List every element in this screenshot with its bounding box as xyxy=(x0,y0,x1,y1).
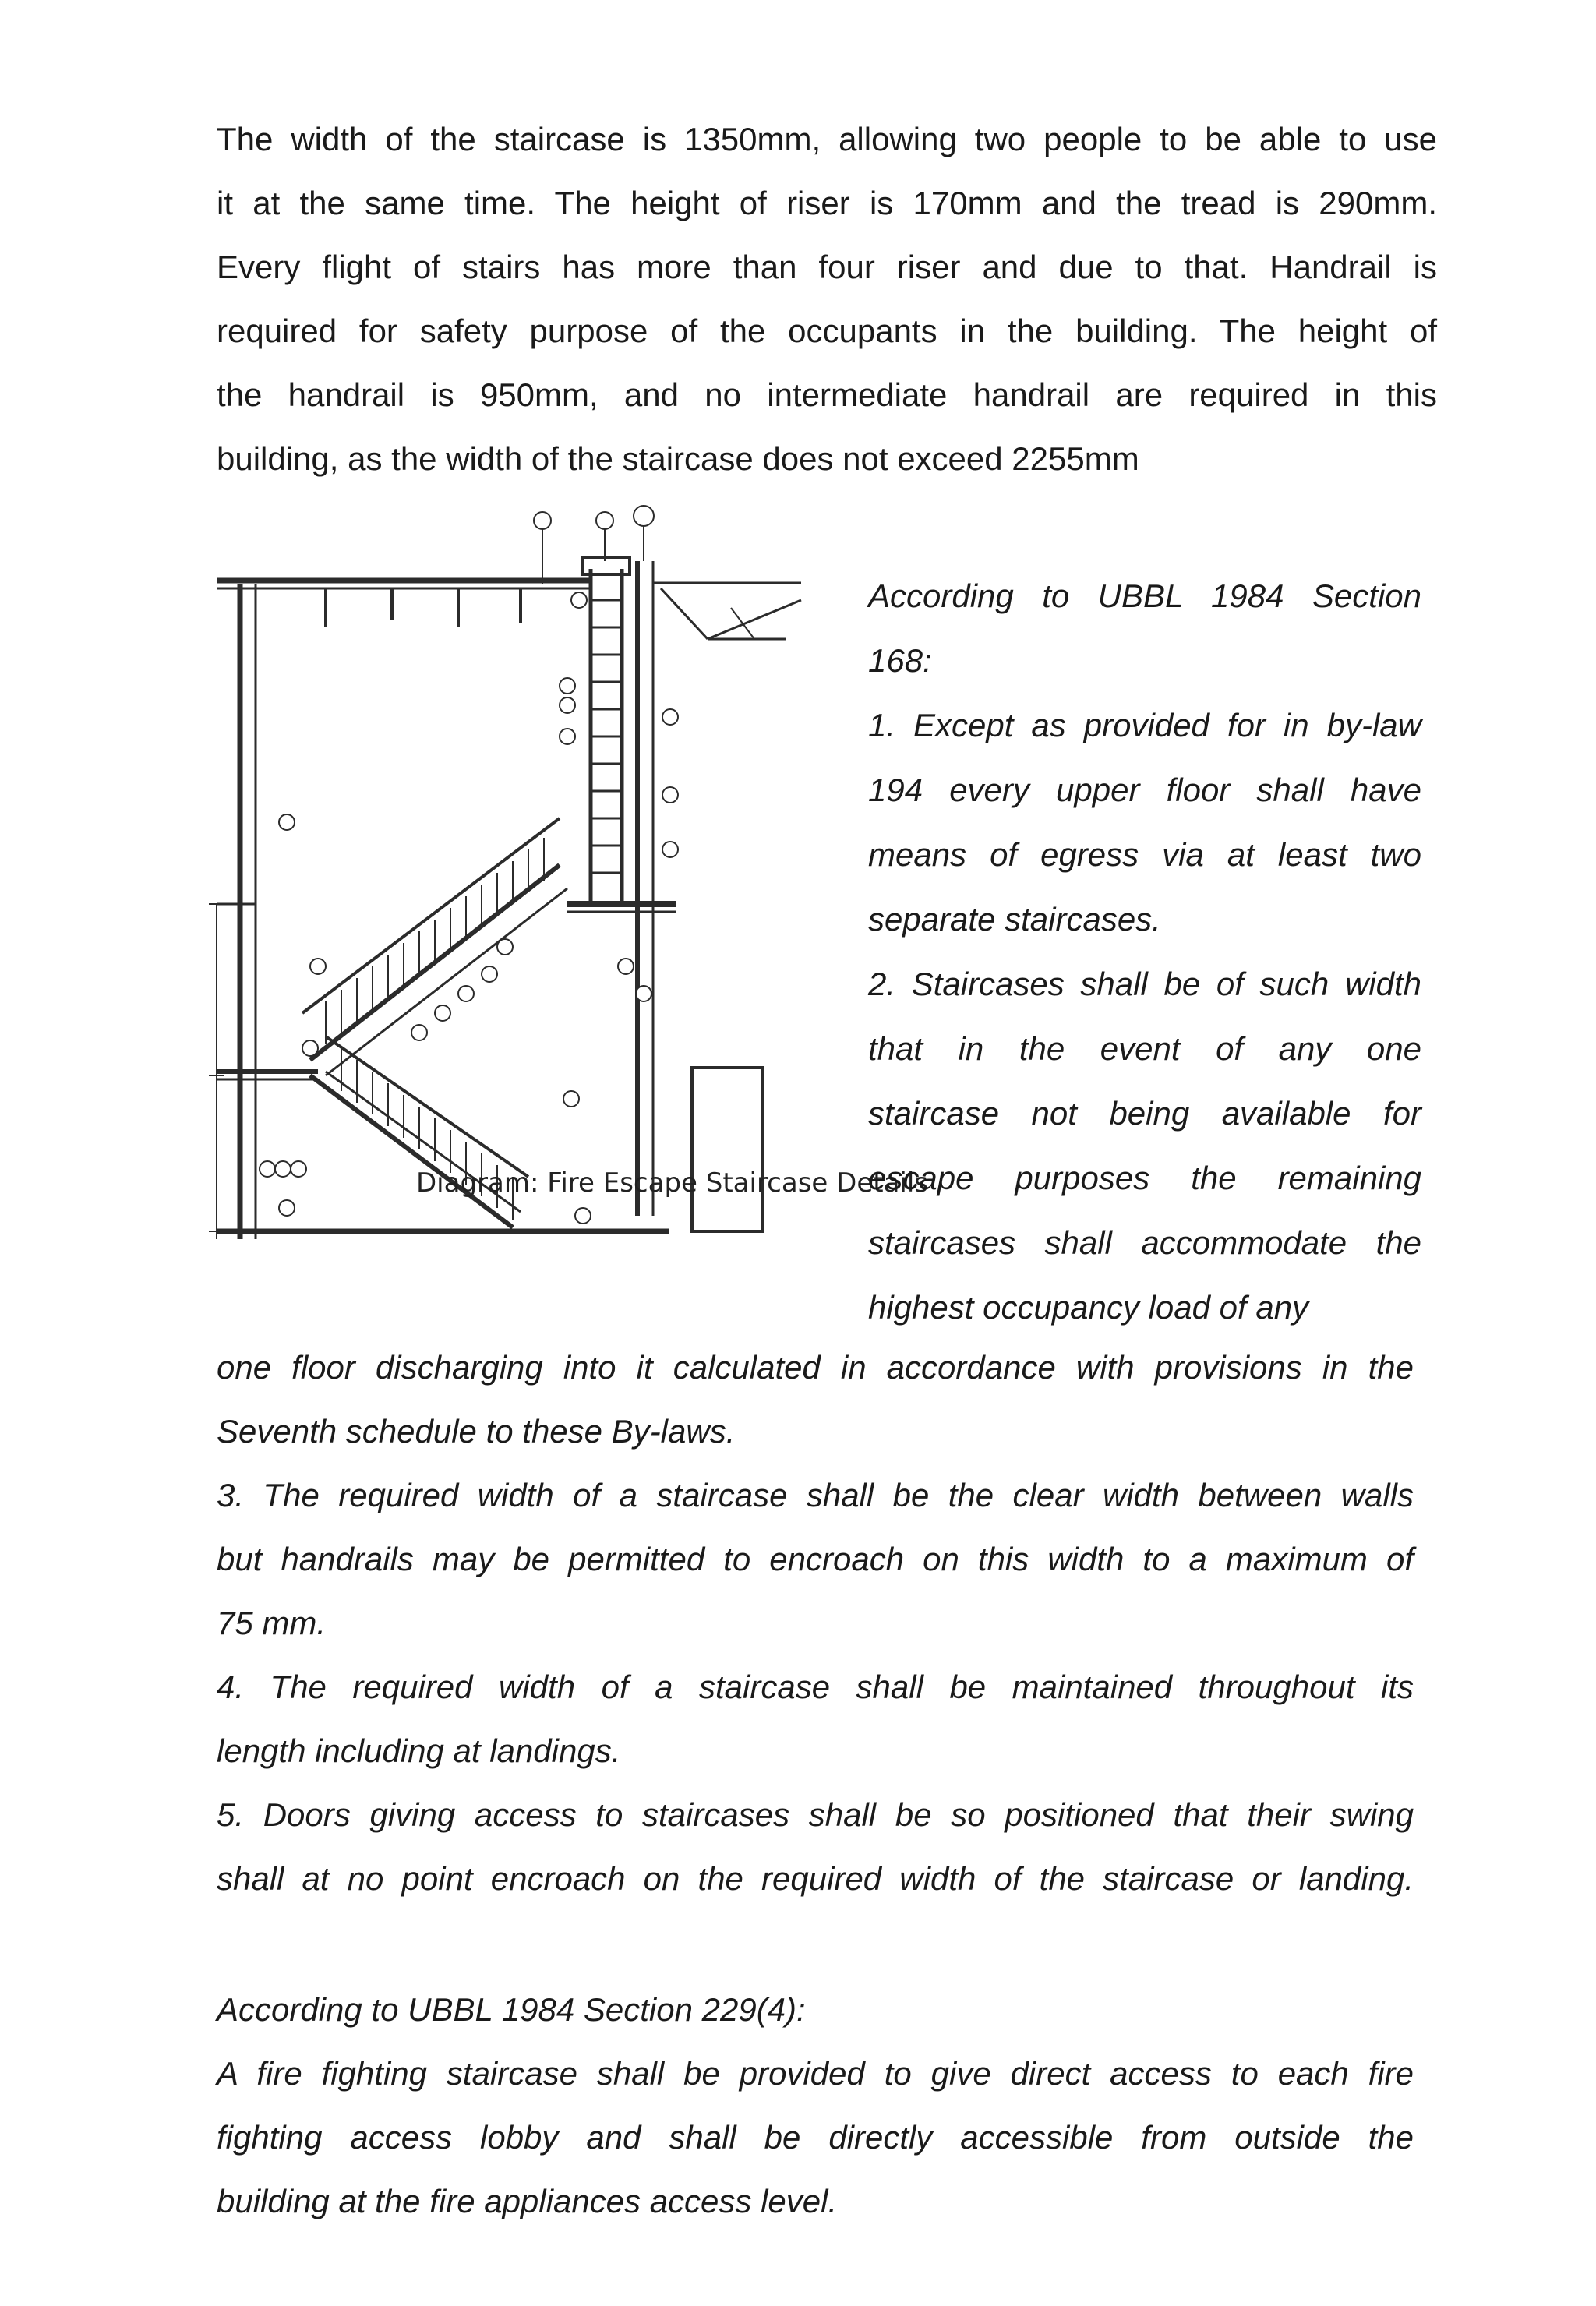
intro-line: Every flight of stairs has more than four riser and due to that. Handrail is xyxy=(217,249,1437,285)
section-168-line: staircase not being available for xyxy=(868,1095,1421,1132)
section-168-side-text xyxy=(868,564,1421,1340)
section-168-line: but handrails may be permitted to encroach on this width to a maximum of xyxy=(217,1541,1414,1577)
intro-line: building, as the width of the staircase does not exceed 2255mm xyxy=(217,440,1139,477)
section-168-line: 3. The required width of a staircase shall be the clear width between walls xyxy=(217,1477,1414,1513)
section-229-line: A fire fighting staircase shall be provided to give direct access to each fire xyxy=(217,2055,1414,2092)
section-168-line: 5. Doors giving access to staircases shall be so positioned that their swing xyxy=(217,1796,1414,1833)
intro-paragraph xyxy=(217,108,1437,491)
intro-line: required for safety purpose of the occupants in the building. The height of xyxy=(217,313,1437,349)
section-168-heading: 168: xyxy=(868,642,932,679)
section-168-heading: According to UBBL 1984 Section xyxy=(868,577,1421,614)
section-168-line: 4. The required width of a staircase shall be maintained throughout its xyxy=(217,1669,1414,1705)
section-229-heading: According to UBBL 1984 Section 229(4): xyxy=(217,1991,806,2028)
section-168-line: escape purposes the remaining xyxy=(868,1160,1421,1196)
intro-line: it at the same time. The height of riser is 170mm and the tread is 290mm. xyxy=(217,185,1437,221)
staircase-section-drawing xyxy=(193,499,817,1262)
section-229-line: fighting access lobby and shall be directly accessible from outside the xyxy=(217,2119,1414,2156)
section-168-line: 75 mm. xyxy=(217,1605,327,1641)
intro-line: The width of the staircase is 1350mm, allowing two people to be able to use xyxy=(217,121,1437,157)
diagram-caption: Diagram: Fire Escape Staircase Details xyxy=(416,1167,929,1199)
intro-line: the handrail is 950mm, and no intermediate handrail are required in this xyxy=(217,376,1437,413)
section-168-line: 1. Except as provided for in by-law xyxy=(868,707,1421,743)
section-168-line: 2. Staircases shall be of such width xyxy=(868,966,1421,1002)
section-168-line: that in the event of any one xyxy=(868,1030,1421,1067)
section-168-line: one floor discharging into it calculated in accordance with provisions in the xyxy=(217,1349,1414,1386)
section-168-line: Seventh schedule to these By-laws. xyxy=(217,1413,736,1450)
section-168-line: staircases shall accommodate the xyxy=(868,1224,1421,1261)
section-229-text xyxy=(217,1978,1414,2234)
section-168-line: length including at landings. xyxy=(217,1732,621,1769)
section-168-full-text xyxy=(217,1336,1414,1911)
section-168-line: shall at no point encroach on the required width of the staircase or landing. xyxy=(217,1860,1414,1897)
section-168-line: highest occupancy load of any xyxy=(868,1289,1309,1326)
section-168-line: means of egress via at least two xyxy=(868,836,1421,873)
section-168-line: separate staircases. xyxy=(868,901,1161,938)
section-168-line: 194 every upper floor shall have xyxy=(868,772,1421,808)
section-229-line: building at the fire appliances access level. xyxy=(217,2183,838,2219)
